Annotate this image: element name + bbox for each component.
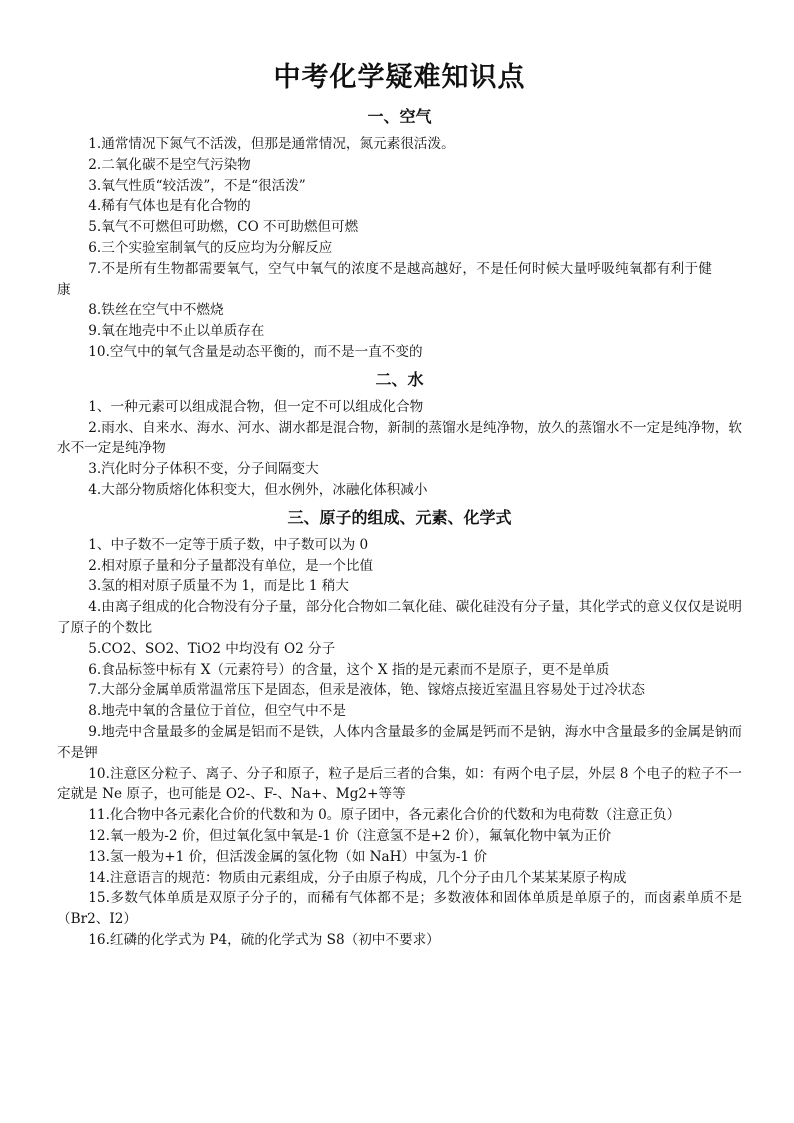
list-item: 14.注意语言的规范：物质由元素组成，分子由原子构成，几个分子由几个某某某原子构成 xyxy=(88,869,627,886)
list-item: 4.由离子组成的化合物没有分子量，部分化合物如二氧化硅、碳化硅没有分子量，其化学式的意义仅仅是说明了原子的个数比 xyxy=(57,599,742,636)
section-heading: 二、水 xyxy=(375,369,424,389)
list-item: 6.三个实验室制氧气的反应均为分解反应 xyxy=(88,239,333,256)
document-title: 中考化学疑难知识点 xyxy=(273,62,526,93)
list-item: 4.稀有气体也是有化合物的 xyxy=(88,198,251,215)
list-item: 3.汽化时分子体积不变，分子间隔变大 xyxy=(88,461,319,478)
list-item: 15.多数气体单质是双原子分子的，而稀有气体都不是；多数液体和固体单质是单原子的，而卤素单质不是（Br2、I2） xyxy=(57,890,742,928)
list-item: 10.注意区分粒子、离子、分子和原子，粒子是后三者的合集，如：有两个电子层，外层 8 个电子的粒子不一定就是 Ne 原子，也可能是 O2-、F-、Na+、Mg2+等等 xyxy=(57,765,742,803)
section-heading: 一、空气 xyxy=(367,107,432,126)
list-item: 7.不是所有生物都需要氧气，空气中氧气的浓度不是越高越好，不是任何时候大量呼吸纯氧都有利于健康 xyxy=(57,260,712,298)
section-heading: 三、原子的组成、元素、化学式 xyxy=(287,507,512,527)
list-item: 7.大部分金属单质常温常压下是固态，但汞是液体，铯、镓熔点接近室温且容易处于过冷状态 xyxy=(88,682,645,699)
list-item: 13.氢一般为+1 价，但活泼金属的氢化物（如 NaH）中氢为-1 价 xyxy=(88,848,488,865)
list-item: 10.空气中的氧气含量是动态平衡的，而不是一直不变的 xyxy=(88,343,423,360)
list-item: 9.地壳中含量最多的金属是铝而不是铁，人体内含量最多的金属是钙而不是钠，海水中含量最多的金属是钠而不是钾 xyxy=(57,723,742,761)
section-air xyxy=(57,104,742,363)
list-item: 2.雨水、自来水、海水、河水、湖水都是混合物，新制的蒸馏水是纯净物，放久的蒸馏水不一定是纯净物，软水不一定是纯净物 xyxy=(57,419,742,457)
list-item: 3.氢的相对原子质量不为 1，而是比 1 稍大 xyxy=(88,578,349,595)
list-item: 11.化合物中各元素化合价的代数和为 0。原子团中，各元素化合价的代数和为电荷数（注意正负） xyxy=(88,807,681,824)
list-item: 16.红磷的化学式为 P4，硫的化学式为 S8（初中不要求） xyxy=(88,931,440,948)
list-item: 5.CO2、SO2、TiO2 中均没有 O2 分子 xyxy=(88,640,336,657)
list-item: 8.地壳中氧的含量位于首位，但空气中不是 xyxy=(88,703,346,720)
list-item: 8.铁丝在空气中不燃烧 xyxy=(88,302,224,319)
list-item: 2.相对原子量和分子量都没有单位，是一个比值 xyxy=(88,557,374,574)
section-atoms-elements-formulas xyxy=(57,505,742,951)
section-water xyxy=(57,367,742,501)
list-item: 1、一种元素可以组成混合物，但一定不可以组成化合物 xyxy=(88,398,424,415)
list-item: 1.通常情况下氮气不活泼，但那是通常情况，氮元素很活泼。 xyxy=(88,136,455,152)
list-item: 12.氧一般为-2 价，但过氧化氢中氧是-1 价（注意氢不是+2 价），氟氧化物中氧为正价 xyxy=(88,827,612,844)
list-item: 2.二氧化碳不是空气污染物 xyxy=(88,156,251,173)
list-item: 9.氧在地壳中不止以单质存在 xyxy=(88,323,265,340)
list-item: 3.氧气性质“较活泼”，不是“很活泼” xyxy=(88,177,306,194)
list-item: 5.氧气不可燃但可助燃，CO 不可助燃但可燃 xyxy=(88,219,359,236)
list-item: 6.食品标签中标有 X（元素符号）的含量，这个 X 指的是元素而不是原子，更不是单质 xyxy=(88,661,610,678)
list-item: 4.大部分物质熔化体积变大，但水例外，冰融化体积减小 xyxy=(88,481,428,498)
list-item: 1、中子数不一定等于质子数，中子数可以为 0 xyxy=(88,536,369,553)
